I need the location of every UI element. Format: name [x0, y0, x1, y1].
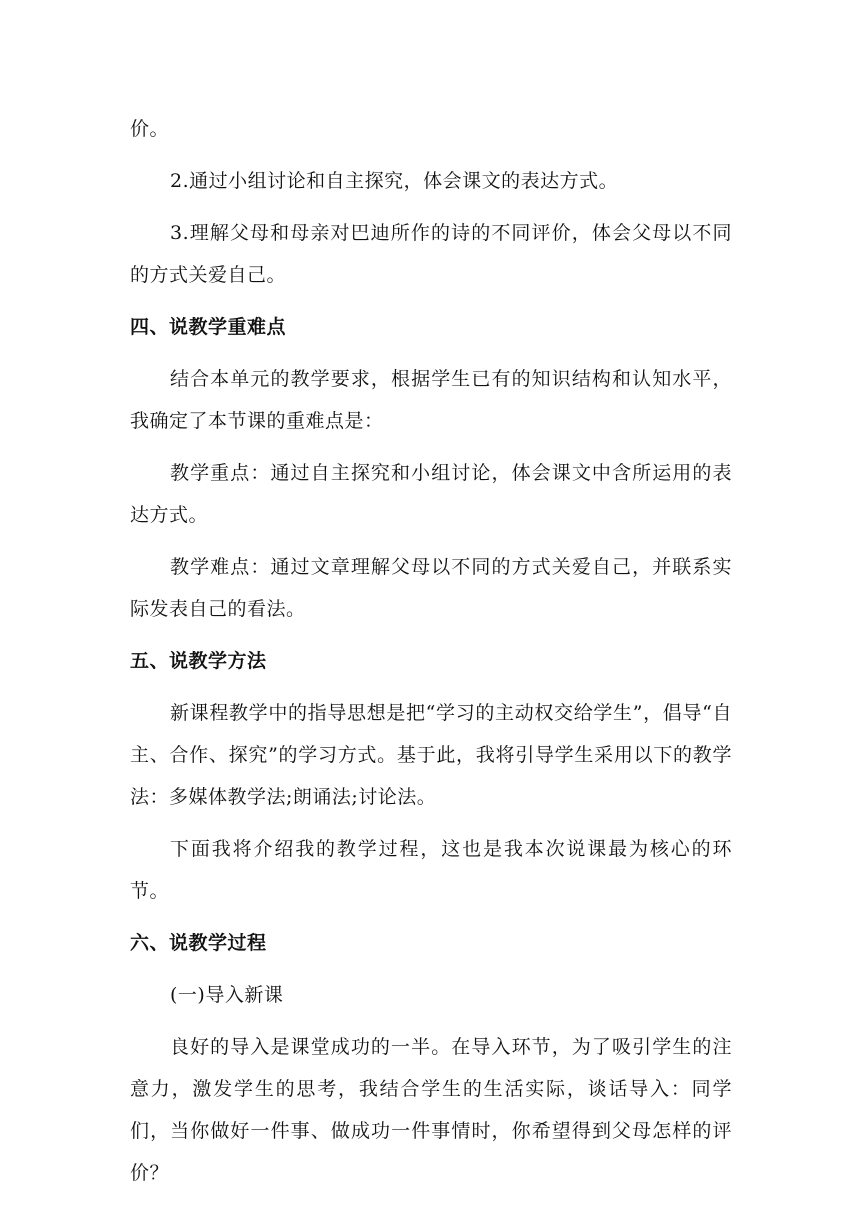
objective-3: 3.理解父母和母亲对巴迪所作的诗的不同评价，体会父母以不同的方式关爱自己。	[130, 222, 732, 286]
section-6-paragraph-1: 良好的导入是课堂成功的一半。在导入环节，为了吸引学生的注意力，激发学生的思考，我结合学生的生活实际，谈话导入：同学们，当你做好一件事、做成功一件事情时，你希望得到父母怎样的评价？	[130, 1036, 732, 1184]
section-5-heading: 五、说教学方法	[130, 650, 267, 672]
section-5-paragraph-2: 下面我将介绍我的教学过程，这也是我本次说课最为核心的环节。	[130, 838, 732, 902]
section-6-heading: 六、说教学过程	[130, 932, 267, 954]
section-4-intro: 结合本单元的教学要求，根据学生已有的知识结构和认知水平，我确定了本节课的重难点是：	[130, 368, 732, 432]
section-6-subheading-1: (一)导入新课	[170, 984, 284, 1006]
section-4-difficulty: 教学难点：通过文章理解父母以不同的方式关爱自己，并联系实际发表自己的看法。	[130, 556, 732, 620]
section-4-key-point: 教学重点：通过自主探究和小组讨论，体会课文中含所运用的表达方式。	[130, 462, 732, 526]
section-4-heading: 四、说教学重难点	[130, 316, 287, 338]
objective-2: 2.通过小组讨论和自主探究，体会课文的表达方式。	[170, 170, 619, 192]
document-body	[130, 108, 732, 1194]
section-5-paragraph-1: 新课程教学中的指导思想是把“学习的主动权交给学生”，倡导“自主、合作、探究”的学习方式。基于此，我将引导学生采用以下的教学法：多媒体教学法;朗诵法;讨论法。	[130, 702, 732, 808]
paragraph-continuation: 价。	[130, 118, 170, 140]
